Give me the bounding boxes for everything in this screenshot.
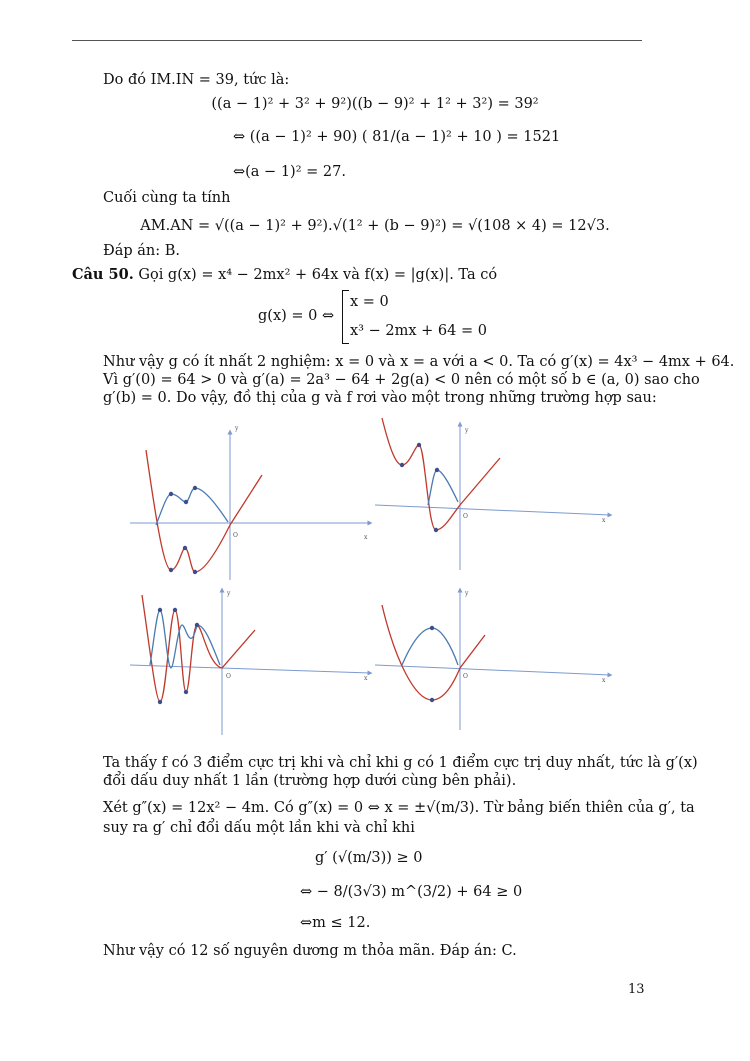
extremum-point bbox=[158, 608, 162, 612]
graph-top-right bbox=[375, 418, 610, 570]
extremum-point bbox=[417, 443, 421, 447]
y-label: y bbox=[235, 425, 239, 432]
question-label: Câu 50. bbox=[72, 266, 134, 283]
graph-bottom-left bbox=[130, 590, 370, 735]
extremum-point bbox=[195, 623, 199, 627]
extremum-point bbox=[193, 570, 197, 574]
extremum-point bbox=[173, 608, 177, 612]
curve-f bbox=[428, 470, 458, 505]
x-label: x bbox=[364, 675, 368, 682]
extremum-point bbox=[434, 528, 438, 532]
extremum-point bbox=[184, 690, 188, 694]
x-label: x bbox=[364, 534, 368, 541]
equation-2: ⇔ ((a − 1)² + 90) ( 81/(a − 1)² + 10 ) = 1521 bbox=[233, 129, 561, 145]
question-intro: Gọi g(x) = x⁴ − 2mx² + 64x và f(x) = |g(x)|. Ta có bbox=[138, 267, 498, 283]
origin-label: O bbox=[463, 513, 468, 520]
conclusion: Như vậy có 12 số nguyên dương m thỏa mãn. Đáp án: C. bbox=[103, 943, 517, 959]
system-case-2: x³ − 2mx + 64 = 0 bbox=[350, 323, 487, 339]
graph-top-left bbox=[130, 425, 370, 580]
para-2-line-2: đổi dấu duy nhất 1 lần (trường hợp dưới cùng bên phải). bbox=[103, 773, 517, 789]
origin-label: O bbox=[463, 673, 468, 680]
para-3-line-2: suy ra g′ chỉ đổi dấu một lần khi và chỉ khi bbox=[103, 820, 415, 836]
system-left: g(x) = 0 ⇔ bbox=[258, 308, 335, 324]
curve-g bbox=[146, 450, 262, 572]
y-label: y bbox=[465, 590, 469, 597]
graphs-figure bbox=[120, 410, 620, 740]
curve-f bbox=[402, 628, 458, 665]
condition-eq-2: ⇔ − 8/(3√3) m^(3/2) + 64 ≥ 0 bbox=[300, 884, 523, 900]
question-50-line bbox=[72, 266, 497, 284]
intro-text: Do đó IM.IN = 39, tức là: bbox=[103, 72, 290, 88]
x-axis bbox=[375, 505, 610, 515]
x-axis bbox=[375, 665, 610, 675]
para-1-line-1: Như vậy g có ít nhất 2 nghiệm: x = 0 và x = a với a < 0. Ta có g′(x) = 4x³ − 4mx + 64. bbox=[103, 354, 735, 370]
system-case-1: x = 0 bbox=[350, 294, 389, 310]
para-2-line-1: Ta thấy f có 3 điểm cực trị khi và chỉ khi g có 1 điểm cực trị duy nhất, tức là g′(x) bbox=[103, 755, 698, 771]
extremum-point bbox=[400, 463, 404, 467]
curve-g bbox=[382, 418, 500, 530]
curve-f bbox=[156, 488, 228, 525]
origin-label: O bbox=[233, 532, 238, 539]
extremum-point bbox=[430, 698, 434, 702]
para-3-line-1: Xét g″(x) = 12x² − 4m. Có g″(x) = 0 ⇔ x = ±√(m/3). Từ bảng biến thiên của g′, ta bbox=[103, 800, 695, 816]
para-1-line-3: g′(b) = 0. Do vậy, đồ thị của g và f rơi vào một trong những trường hợp sau: bbox=[103, 390, 657, 406]
extremum-point bbox=[193, 486, 197, 490]
condition-eq-3: ⇔m ≤ 12. bbox=[300, 915, 371, 931]
condition-eq-1: g′ (√(m/3)) ≥ 0 bbox=[315, 850, 423, 866]
extremum-point bbox=[183, 546, 187, 550]
extremum-point bbox=[435, 468, 439, 472]
para-1-line-2: Vì g′(0) = 64 > 0 và g′(a) = 2a³ − 64 + 2g(a) < 0 nên có một số b ∈ (a, 0) sao cho bbox=[103, 372, 700, 388]
final-equation: AM.AN = √((a − 1)² + 9²).√(1² + (b − 9)²) = √(108 × 4) = 12√3. bbox=[140, 218, 610, 234]
origin-label: O bbox=[226, 673, 231, 680]
equation-1: ((a − 1)² + 3² + 9²)((b − 9)² + 1² + 3²) = 39² bbox=[211, 96, 539, 112]
extremum-point bbox=[158, 700, 162, 704]
answer-b: Đáp án: B. bbox=[103, 243, 180, 259]
page-number: 13 bbox=[628, 982, 645, 997]
final-intro: Cuối cùng ta tính bbox=[103, 190, 231, 206]
system-brace bbox=[342, 290, 349, 344]
graph-bottom-right bbox=[375, 590, 610, 730]
extremum-point bbox=[169, 492, 173, 496]
y-label: y bbox=[227, 590, 231, 597]
extremum-point bbox=[430, 626, 434, 630]
extremum-point bbox=[169, 568, 173, 572]
x-label: x bbox=[602, 677, 606, 684]
curve-f bbox=[150, 610, 220, 668]
x-label: x bbox=[602, 517, 606, 524]
y-label: y bbox=[465, 427, 469, 434]
equation-3: ⇔(a − 1)² = 27. bbox=[233, 164, 346, 180]
curve-g bbox=[382, 605, 485, 700]
extremum-point bbox=[184, 500, 188, 504]
header-rule bbox=[72, 40, 642, 41]
